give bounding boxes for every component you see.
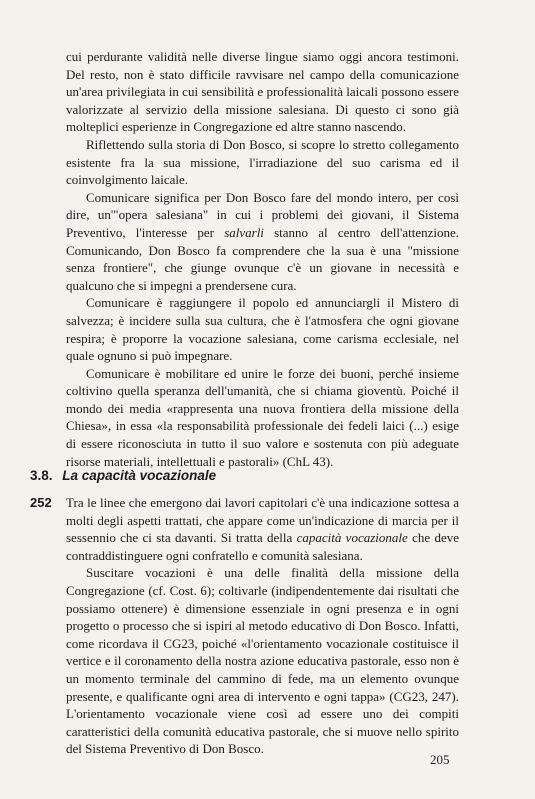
text-block-bottom	[66, 494, 459, 758]
emphasis: salvarli	[224, 224, 264, 240]
paragraph: Comunicare è mobilitare ed unire le forze dei buoni, perché insieme coltivino quella speranza dell'umanità, che si chiama gioventù. Poiché il mondo dei media «rappresenta una nuova frontiera della missione della Chiesa», in essa «la responsabilità professionale dei fedeli laici (...) esige di essere riconosciuta in tutto il suo valore e sostenuta con più adeguate risorse materiali, intellettuali e pastorali» (ChL 43).	[66, 365, 459, 469]
section-title: La capacità vocazionale	[62, 468, 217, 483]
paragraph: Comunicare è raggiungere il popolo ed annunciargli il Mistero di salvezza; è incidere sulla sua cultura, che è l'atmosfera che ogni giovane respira; è proporre la vocazione salesiana, come carisma ecclesiale, nel quale ognuno si può impegnare.	[66, 295, 459, 364]
paragraph	[66, 189, 459, 295]
page-number: 205	[430, 752, 450, 767]
text-span: che deve contraddistinguere ogni confratello e comunità salesiana.	[66, 530, 460, 563]
paragraph	[66, 494, 459, 564]
marginal-paragraph-number: 252	[30, 495, 52, 510]
text-block-top	[66, 48, 459, 470]
text-span: Tra le linee che emergono dai lavori capitolari c'è una indicazione sottesa a molti degli aspetti trattati, che appare come un'indicazione di marcia per il sessennio che ci sta davanti. Si tratta della	[66, 495, 459, 546]
text-span: stanno al centro dell'attenzione. Comunicando, Don Bosco fa comprendere che la sua è una "missione senza frontiere", che giunge ovunque c'è un giovane in necessità e qualcuno che si impegni a prendersene cura.	[66, 224, 459, 293]
section-heading	[30, 468, 216, 483]
emphasis: capacità vocazionale	[296, 530, 408, 546]
section-number: 3.8.	[30, 468, 53, 483]
paragraph: cui perdurante validità nelle diverse lingue siamo oggi ancora testimoni. Del resto, non è stato difficile ravvisare nel campo della comunicazione un'area privilegiata in cui sensibilità e professionalità laicali possono essere valorizzate al servizio della missione salesiana. Di questo ci sono già molteplici esperienze in Congregazione ed altre stanno nascendo.	[66, 49, 459, 135]
text-span: Comunicare significa per Don Bosco fare del mondo intero, per così dire, un'"opera salesiana" in cui i problemi dei giovani, il Sistema Preventivo, l'interesse per	[66, 189, 459, 240]
paragraph: Riflettendo sulla storia di Don Bosco, si scopre lo stretto collegamento esistente fra la sua missione, l'irradiazione del suo carisma ed il coinvolgimento laicale.	[66, 136, 459, 188]
paragraph: Suscitare vocazioni è una delle finalità della missione della Congregazione (cf. Cost. 6); coltivarle (indipendentemente dai risultati che possiamo ottenere) è dimensione essenziale in ogni presenza e in ogni progetto o processo che si ispiri al metodo educativo di Don Bosco. Infatti, come ricordava il CG23, poiché «l'orientamento vocazionale costituisce il vertice e il coronamento della nostra azione educativa pastorale, esso non è un momento terminale del cammino di fede, ma un elemento ovunque presente, e qualificante ogni area di intervento e ogni tappa» (CG23, 247). L'orientamento vocazionale viene così ad essere uno dei compiti caratteristici della comunità educativa pastorale, che si muove nello spirito del Sistema Preventivo di Don Bosco.	[66, 565, 459, 757]
